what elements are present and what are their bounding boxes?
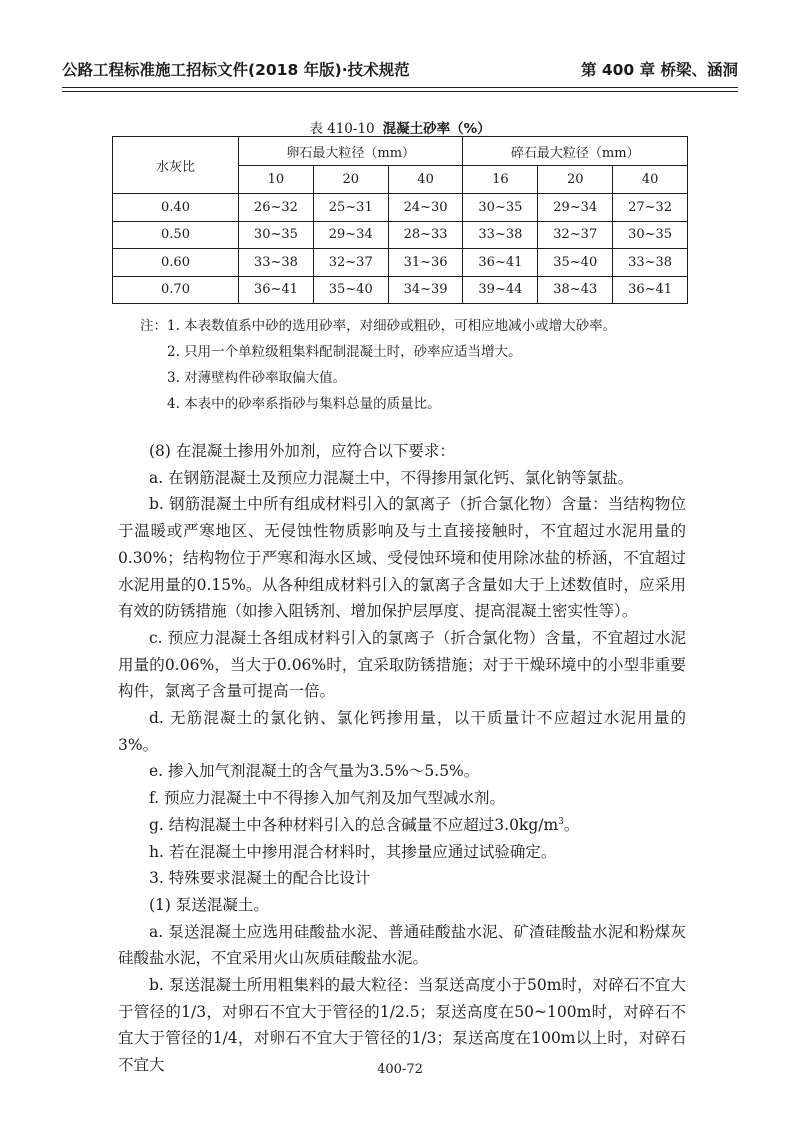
paragraph: c. 预应力混凝土各组成材料引入的氯离子（折合氯化物）含量，不宜超过水泥用量的0.06%，当大于0.06%时，宜采取防锈措施；对于干燥环境中的小型非重要构件，氯离子含量可提高一倍。 bbox=[118, 628, 686, 701]
table-cell: 39~44 bbox=[463, 276, 538, 304]
page-number: 400-72 bbox=[377, 1062, 423, 1077]
table-cell: 25~31 bbox=[313, 194, 388, 222]
water-cement-ratio-cell: 0.60 bbox=[113, 249, 239, 277]
table-row bbox=[113, 221, 688, 249]
paragraph: d. 无筋混凝土的氯化钠、氯化钙掺用量，以干质量计不应超过水泥用量的3%。 bbox=[118, 709, 686, 754]
table-cell: 29~34 bbox=[313, 221, 388, 249]
table-cell: 34~39 bbox=[388, 276, 463, 304]
table-number: 表 410-10 bbox=[309, 121, 375, 137]
table-caption bbox=[0, 117, 800, 137]
table-cell: 38~43 bbox=[538, 276, 613, 304]
table-notes bbox=[140, 313, 616, 417]
paragraph: b. 钢筋混凝土中所有组成材料引入的氯离子（折合氯化物）含量：当结构物位于温暖或严寒地区、无侵蚀性物质影响及与土直接接触时，不宜超过水泥用量的0.30%；结构物位于严寒和海水区域、受侵蚀环境和使用除冰盐的桥涵，不宜超过水泥用量的0.15%。从各种组成材料引入的氯离子含量如大于上述数值时，应采用有效的防锈措施（如掺入阻锈剂、增加保护层厚度、提高混凝土密实性等）。 bbox=[118, 495, 686, 621]
size-header: 10 bbox=[239, 166, 314, 194]
table-note: 4. 本表中的砂率系指砂与集料总量的质量比。 bbox=[167, 396, 441, 412]
table-row bbox=[113, 249, 688, 277]
table-cell: 30~35 bbox=[613, 221, 688, 249]
paragraph: a. 泵送混凝土应选用硅酸盐水泥、普通硅酸盐水泥、矿渣硅酸盐水泥和粉煤灰硅酸盐水泥，不宜采用火山灰质硅酸盐水泥。 bbox=[118, 922, 686, 968]
paragraph: b. 泵送混凝土所用粗集料的最大粒径：当泵送高度小于50m时，对碎石不宜大于管径的1/3，对卵石不宜大于管径的1/2.5；泵送高度在50~100m时，对碎石不宜大于管径的1/4，对卵石不宜大于管径的1/3；泵送高度在100m以上时，对碎石不宜大 bbox=[118, 976, 686, 1075]
table-cell: 29~34 bbox=[538, 194, 613, 222]
paragraph-text: g. 结构混凝土中各种材料引入的总含碱量不应超过3.0kg/m bbox=[149, 815, 559, 834]
size-header: 16 bbox=[463, 166, 538, 194]
table-cell: 27~32 bbox=[613, 194, 688, 222]
table-cell: 26~32 bbox=[239, 194, 314, 222]
paragraph: h. 若在混凝土中掺用混合材料时，其掺量应通过试验确定。 bbox=[149, 842, 557, 861]
table-cell: 31~36 bbox=[388, 249, 463, 277]
paragraph: f. 预应力混凝土中不得掺入加气剂及加气型减水剂。 bbox=[149, 789, 506, 808]
table-row bbox=[113, 194, 688, 222]
header-rule-thick bbox=[62, 87, 738, 88]
table-cell: 32~37 bbox=[313, 249, 388, 277]
section-heading: 3. 特殊要求混凝土的配合比设计 bbox=[149, 869, 371, 888]
table-cell: 33~38 bbox=[463, 221, 538, 249]
table-row bbox=[113, 276, 688, 304]
table-cell: 35~40 bbox=[538, 249, 613, 277]
table-cell: 36~41 bbox=[239, 276, 314, 304]
table-cell: 33~38 bbox=[613, 249, 688, 277]
paragraph-text: 。 bbox=[563, 815, 580, 834]
running-header bbox=[62, 50, 738, 86]
table-note: 注：1. 本表数值系中砂的选用砂率，对细砂或粗砂，可相应地减小或增大砂率。 bbox=[140, 318, 617, 334]
size-header: 20 bbox=[313, 166, 388, 194]
row-header-water-cement-ratio: 水灰比 bbox=[113, 137, 239, 194]
water-cement-ratio-cell: 0.40 bbox=[113, 194, 239, 222]
table-cell: 30~35 bbox=[463, 194, 538, 222]
table-cell: 35~40 bbox=[313, 276, 388, 304]
table-cell: 36~41 bbox=[463, 249, 538, 277]
table-cell: 33~38 bbox=[239, 249, 314, 277]
size-header: 40 bbox=[388, 166, 463, 194]
table-note: 3. 对薄壁构件砂率取偏大值。 bbox=[167, 370, 347, 386]
paragraph: (8) 在混凝土掺用外加剂，应符合以下要求： bbox=[149, 442, 455, 460]
paragraph: (1) 泵送混凝土。 bbox=[149, 895, 269, 914]
water-cement-ratio-cell: 0.70 bbox=[113, 276, 239, 304]
table-cell: 28~33 bbox=[388, 221, 463, 249]
superscript: 3 bbox=[558, 816, 564, 827]
paragraph: e. 掺入加气剂混凝土的含气量为3.5%～5.5%。 bbox=[149, 762, 480, 781]
table-title: 混凝土砂率（%） bbox=[382, 121, 491, 137]
header-chapter-title: 第 400 章 桥梁、涵洞 bbox=[580, 61, 738, 79]
table-cell: 36~41 bbox=[613, 276, 688, 304]
table-cell: 32~37 bbox=[538, 221, 613, 249]
water-cement-ratio-cell: 0.50 bbox=[113, 221, 239, 249]
group-header-crushed-stone: 碎石最大粒径（mm） bbox=[463, 137, 688, 166]
group-header-pebble: 卵石最大粒径（mm） bbox=[239, 137, 463, 166]
paragraph bbox=[118, 812, 686, 839]
paragraph: a. 在钢筋混凝土及预应力混凝土中，不得掺用氯化钙、氯化钠等氯盐。 bbox=[149, 468, 634, 487]
size-header: 40 bbox=[613, 166, 688, 194]
sand-ratio-table bbox=[112, 136, 688, 304]
table-cell: 24~30 bbox=[388, 194, 463, 222]
size-header: 20 bbox=[538, 166, 613, 194]
body-text bbox=[118, 438, 686, 1079]
header-document-title: 公路工程标准施工招标文件(2018 年版)·技术规范 bbox=[62, 61, 410, 79]
table-note: 2. 只用一个单粒级粗集料配制混凝土时，砂率应适当增大。 bbox=[167, 344, 522, 360]
header-rule-thin bbox=[62, 91, 738, 92]
table-cell: 30~35 bbox=[239, 221, 314, 249]
